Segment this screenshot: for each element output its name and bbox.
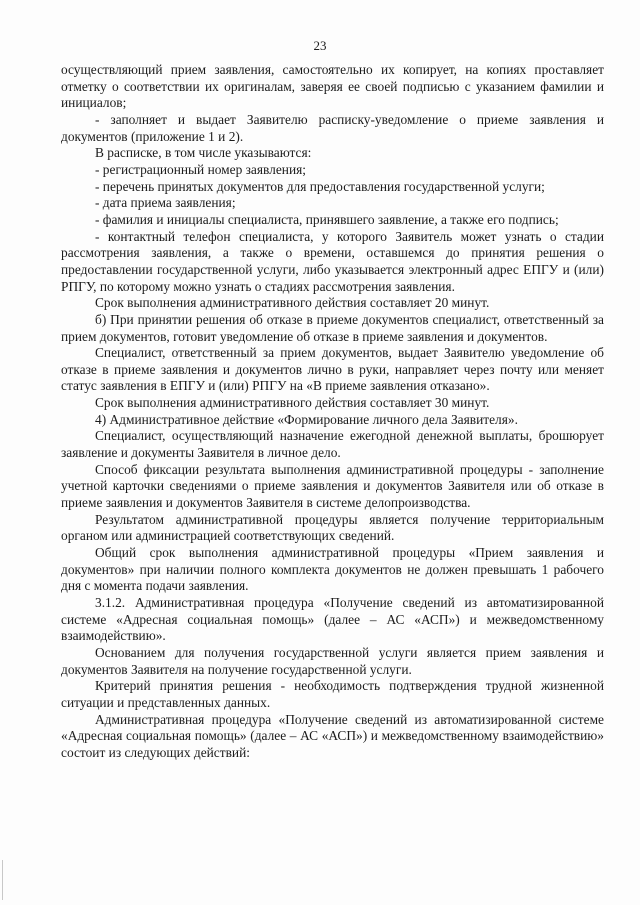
paragraph-9: Срок выполнения административного действия составляет 20 минут. [95,295,490,311]
paragraph-3: В расписке, в том числе указываются: [95,145,312,161]
paragraph-14: Специалист, осуществляющий назначение ежегодной денежной выплаты, брошюрует заявление и документы Заявителя в личное дело. [61,428,604,461]
paragraph-2: - заполняет и выдает Заявителю расписку-уведомление о приеме заявления и документов (приложение 1 и 2). [61,111,604,144]
page-number: 23 [313,38,327,53]
paragraph-4: - регистрационный номер заявления; [95,161,307,177]
paragraph-16: Результатом административной процедуры является получение территориальным органом или администрацией соответствующих сведений. [61,511,604,544]
paragraph-5: - перечень принятых документов для предоставления государственной услуги; [95,178,545,194]
paragraph-18: 3.1.2. Административная процедура «Получение сведений из автоматизированной системе «Адресная социальная помощь» (далее – АС «АСП») и межведомственному взаимодействию». [61,595,604,644]
paragraph-15: Способ фиксации результата выполнения административной процедуры - заполнение учетной карточки сведениями о приеме заявления и документов Заявителя или об отказе в приеме заявления и документов Заявителя в системе делопроизводства. [61,461,604,511]
document-body [61,62,604,762]
paragraph-20: Критерий принятия решения - необходимость подтверждения трудной жизненной ситуации и представленных данных. [61,678,604,710]
paragraph-10: б) При принятии решения об отказе в приеме документов специалист, ответственный за прием документов, готовит уведомление об отказе в приеме заявления и документов. [61,311,604,344]
paragraph-6: - дата приема заявления; [95,195,236,211]
paragraph-8: - контактный телефон специалиста, у которого Заявитель может узнать о стадии рассмотрения заявления, а также о времени, оставшемся до принятия решения о предоставлении государственной услуги, либо указывается электронный адрес ЕПГУ и (или) РПГУ, по которому можно узнать о стадиях рассмотрения заявления. [61,228,604,294]
scan-edge-mark [2,860,3,900]
paragraph-21: Административная процедура «Получение сведений из автоматизированной системе «Адресная социальная помощь» (далее – АС «АСП») и межведомственному взаимодействию» состоит из следующих действий: [61,711,604,760]
paragraph-19: Основанием для получения государственной услуги является прием заявления и документов Заявителя на получение государственной услуги. [61,644,604,677]
paragraph-17: Общий срок выполнения административной процедуры «Прием заявления и документов» при наличии полного комплекта документов не должен превышать 1 рабочего дня с момента подачи заявления. [61,545,604,594]
paragraph-1: осуществляющий прием заявления, самостоятельно их копирует, на копиях проставляет отметку о соответствии их оригиналам, заверяя ее своей подписью с указанием фамилии и инициалов; [61,62,604,111]
paragraph-11: Специалист, ответственный за прием документов, выдает Заявителю уведомление об отказе в приеме заявления и документов лично в руки, направляет через почту или меняет статус заявления в ЕПГУ и (или) РПГУ на «В приеме заявления отказано». [61,345,604,394]
paragraph-13: 4) Административное действие «Формирование личного дела Заявителя». [95,411,518,427]
paragraph-7: - фамилия и инициалы специалиста, принявшего заявление, а также его подпись; [95,211,559,227]
paragraph-12: Срок выполнения административного действия составляет 30 минут. [95,395,490,411]
